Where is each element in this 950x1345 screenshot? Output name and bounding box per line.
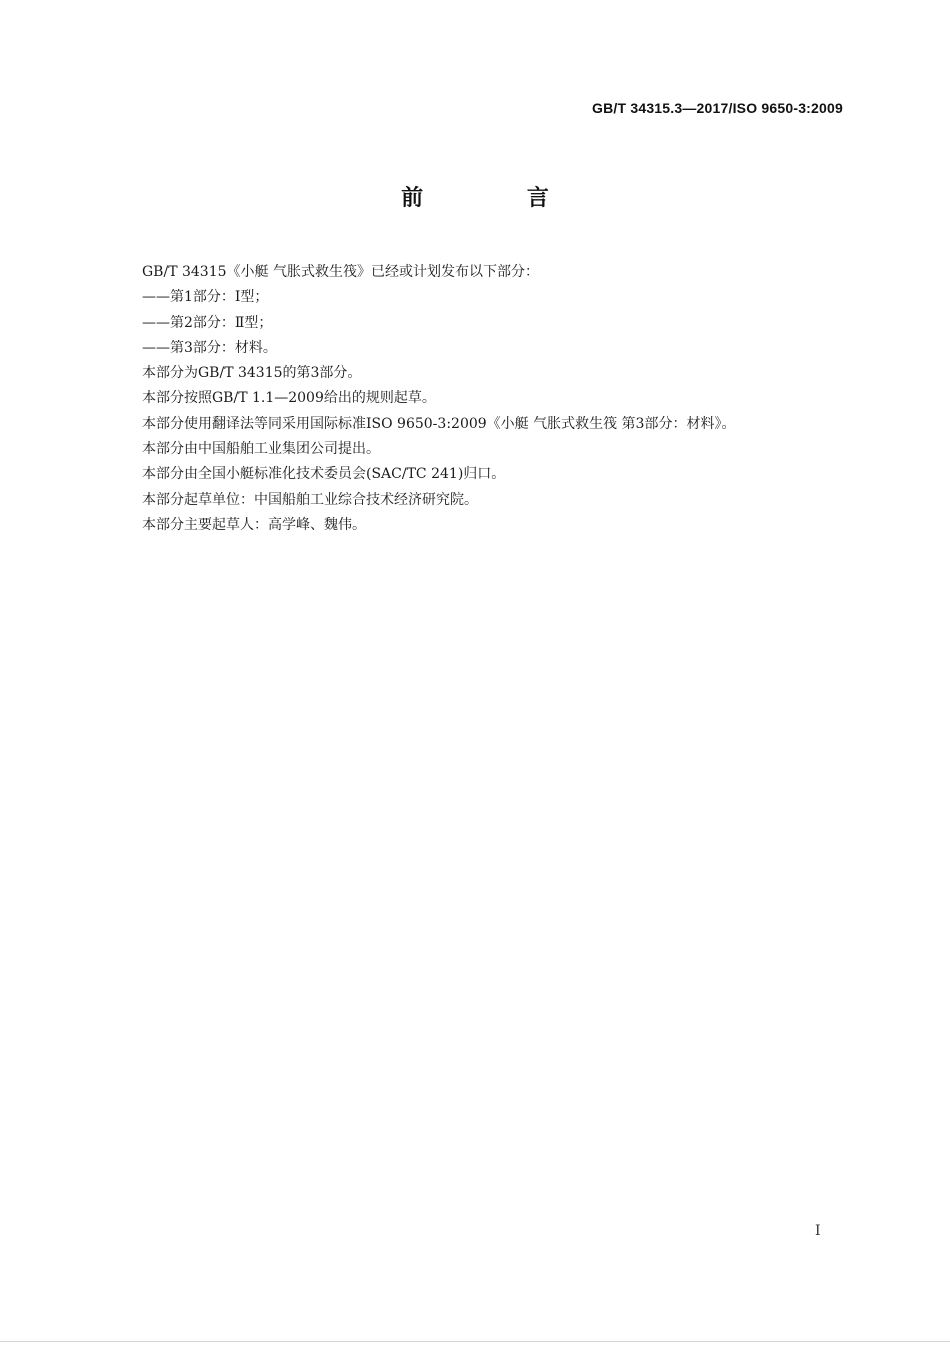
page-title: 前 言	[401, 186, 597, 211]
body-line-parts-intro: GB/T 34315《小艇 气胀式救生筏》已经或计划发布以下部分：	[142, 264, 539, 280]
body-line-part-1: ——第1部分：Ⅰ型；	[142, 289, 269, 306]
foreword-body	[142, 260, 862, 538]
standard-number-header: GB/T 34315.3—2017/ISO 9650-3:2009	[592, 100, 843, 116]
body-line-drafters: 本部分主要起草人：高学峰、魏伟。	[142, 516, 366, 533]
body-line-committee: 本部分由全国小艇标准化技术委员会(SAC/TC 241)归口。	[142, 466, 506, 483]
body-line-part-2: ——第2部分：Ⅱ型；	[142, 314, 273, 331]
page-number: I	[815, 1223, 821, 1239]
body-line-drafting-unit: 本部分起草单位：中国船舶工业综合技术经济研究院。	[142, 491, 478, 508]
body-line-drafting-rules: 本部分按照GB/T 1.1—2009给出的规则起草。	[142, 390, 436, 407]
body-line-this-part: 本部分为GB/T 34315的第3部分。	[142, 365, 362, 382]
body-line-adoption: 本部分使用翻译法等同采用国际标准ISO 9650-3:2009《小艇 气胀式救生筏 第3部分：材料》。	[142, 415, 736, 432]
page-bottom-divider	[0, 1341, 950, 1342]
body-line-part-3: ——第3部分：材料。	[142, 339, 277, 356]
body-line-proposer: 本部分由中国船舶工业集团公司提出。	[142, 441, 380, 458]
